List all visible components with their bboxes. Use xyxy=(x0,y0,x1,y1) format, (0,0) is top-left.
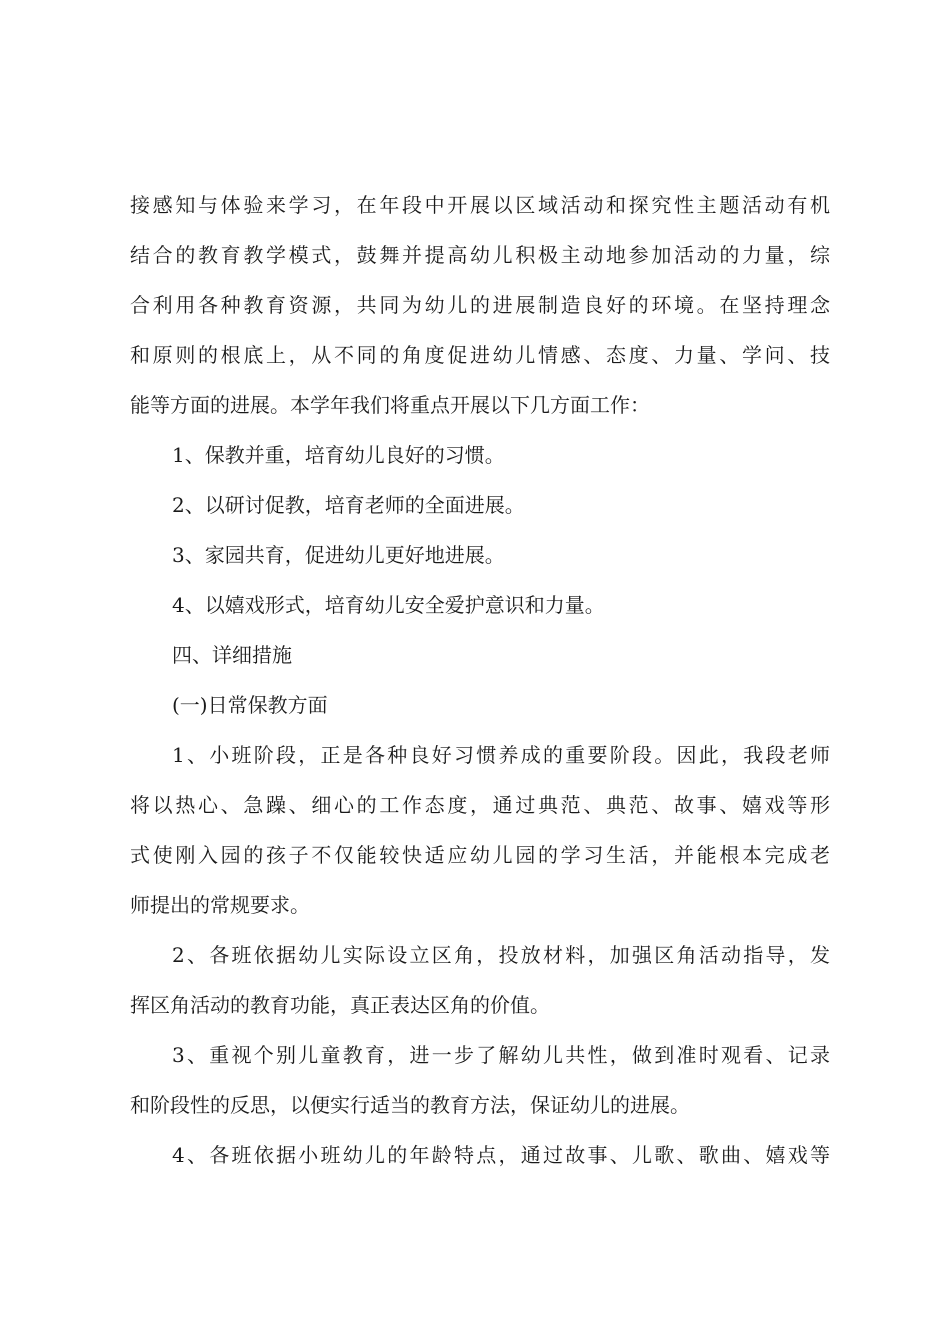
list-item: 4、以嬉戏形式，培育幼儿安全爱护意识和力量。 xyxy=(172,593,605,617)
paragraph-line: 合利用各种教育资源，共同为幼儿的进展制造良好的环境。在坚持理念 xyxy=(130,293,830,317)
paragraph-line: 能等方面的进展。本学年我们将重点开展以下几方面工作： xyxy=(130,393,650,417)
paragraph-line: 师提出的常规要求。 xyxy=(130,893,310,917)
section-heading: 四、详细措施 xyxy=(172,643,292,667)
paragraph-line: 3、重视个别儿童教育，进一步了解幼儿共性，做到准时观看、记录 xyxy=(172,1043,830,1067)
list-item: 3、家园共育，促进幼儿更好地进展。 xyxy=(172,543,505,567)
paragraph-line: 结合的教育教学模式，鼓舞并提高幼儿积极主动地参加活动的力量，综 xyxy=(130,243,830,267)
subsection-heading: (一)日常保教方面 xyxy=(172,693,328,717)
paragraph-line: 1、小班阶段，正是各种良好习惯养成的重要阶段。因此，我段老师 xyxy=(172,743,830,767)
paragraph-line: 式使刚入园的孩子不仅能较快适应幼儿园的学习生活，并能根本完成老 xyxy=(130,843,830,867)
paragraph-line: 挥区角活动的教育功能，真正表达区角的价值。 xyxy=(130,993,550,1017)
paragraph-line: 和原则的根底上，从不同的角度促进幼儿情感、态度、力量、学问、技 xyxy=(130,343,830,367)
list-item: 1、保教并重，培育幼儿良好的习惯。 xyxy=(172,443,505,467)
list-item: 2、以研讨促教，培育老师的全面进展。 xyxy=(172,493,525,517)
paragraph-line: 4、各班依据小班幼儿的年龄特点，通过故事、儿歌、歌曲、嬉戏等 xyxy=(172,1143,830,1167)
paragraph-line: 将以热心、急躁、细心的工作态度，通过典范、典范、故事、嬉戏等形 xyxy=(130,793,830,817)
paragraph-line: 2、各班依据幼儿实际设立区角，投放材料，加强区角活动指导，发 xyxy=(172,943,830,967)
document-body xyxy=(130,180,830,1180)
paragraph-line: 接感知与体验来学习，在年段中开展以区域活动和探究性主题活动有机 xyxy=(130,193,830,217)
paragraph-line: 和阶段性的反思，以便实行适当的教育方法，保证幼儿的进展。 xyxy=(130,1093,690,1117)
